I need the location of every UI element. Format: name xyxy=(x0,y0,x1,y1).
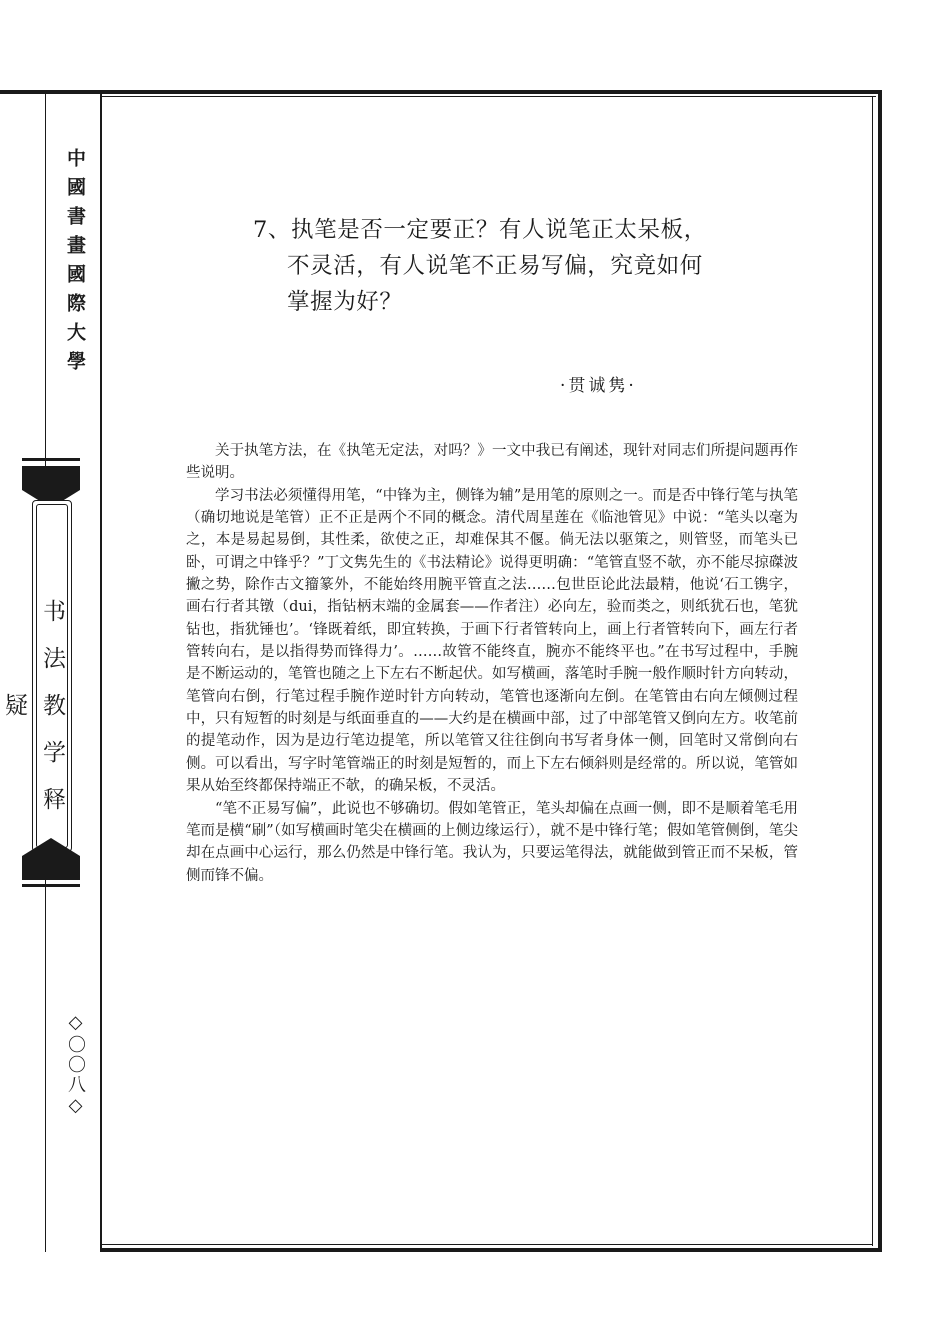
sidebar-right-rule xyxy=(100,94,102,1252)
frame-right-border xyxy=(878,90,882,1252)
author-byline: ·贯诚隽· xyxy=(560,376,637,396)
heading-line: 不灵活，有人说笔不正易写偏，究竟如何 xyxy=(287,253,703,279)
banner-bottom-rule xyxy=(22,884,80,887)
article-heading xyxy=(253,212,773,320)
frame-top-border xyxy=(0,90,882,94)
banner-bottom-bar xyxy=(22,868,80,880)
article-body xyxy=(186,440,798,887)
book-title: 书法教学释疑 xyxy=(1,598,65,834)
paragraph: 学习书法必须懂得用笔，“中锋为主，侧锋为辅”是用笔的原则之一。而是否中锋行笔与执笔（确切地说是笔管）正不正是两个不同的概念。清代周星莲在《临池管见》中说：“笔头以毫为之，本是易起易倒，其性柔，欲使之正，却难保其不偃。倘无法以驱策之，则管竖，而笔头已卧，可谓之中锋乎？”丁文隽先生的《书法精论》说得更明确：“笔管直竖不欹，亦不能尽掠磔波撇之势，除作古文籀篆外，不能始终用腕平管直之法……包世臣论此法最精，他说‘石工镌字，画右行者其镦（dui，指钻柄末端的金属套——作者注）必向左，验而类之，则纸犹石也，笔犹钻也，指犹锤也’。‘锋既着纸，即宜转换，于画下行者管转向上，画上行者管转向下，画左行者管转向右，是以指得势而锋得力’。……故管不能终直，腕亦不能终平也。”在书写过程中，手腕是不断运动的，笔管也随之上下左右不断起伏。如写横画，落笔时手腕一般作顺时针方向转动，笔管向右倒，行笔过程手腕作逆时针方向转动，笔管也逐渐向左倒。在笔管由右向左倾侧过程中，只有短暂的时刻是与纸面垂直的——大约是在横画中部，过了中部笔管又倒向左方。收笔前的提笔动作，因为是边行笔边提笔，所以笔管又往往倒向书写者身体一侧，回笔时又常倒向右侧。可以看出，写字时笔管端正的时刻是短暂的，而上下左右倾斜则是经常的。所以说，笔管如果从始至终都保持端正不欹，的确呆板，不灵活。 xyxy=(186,487,798,795)
banner-top-rule xyxy=(22,458,80,461)
book-title-banner xyxy=(1,458,80,888)
paragraph: “笔不正易写偏”，此说也不够确切。假如笔管正，笔头却偏在点画一侧，即不是顺着笔毛用笔而是横“刷”（如写横画时笔尖在横画的上侧边缘运行），就不是中锋行笔；假如笔管侧倒，笔尖却在点画中心运行，那么仍然是中锋行笔。我认为，只要运笔得法，就能做到管正而不呆板，管侧而锋不偏。 xyxy=(186,800,798,884)
banner-bottom-ornament xyxy=(22,834,80,868)
banner-top-bar xyxy=(22,466,80,478)
frame-right-inner-border xyxy=(872,96,873,1246)
frame-bottom-inner-border xyxy=(100,1244,873,1245)
paragraph: 关于执笔方法，在《执笔无定法，对吗？》一文中我已有阐述，现针对同志们所提问题再作些说明。 xyxy=(186,443,798,482)
frame-top-inner-border xyxy=(100,96,876,97)
heading-line: 掌握为好？ xyxy=(287,289,403,315)
university-name: 中國書畫國際大學 xyxy=(64,148,86,380)
frame-bottom-border xyxy=(100,1248,882,1252)
page-number: ◇〇〇八◇ xyxy=(65,1012,86,1118)
banner-frame xyxy=(1,500,72,852)
heading-line: 7、执笔是否一定要正？有人说笔正太呆板， xyxy=(253,217,707,243)
